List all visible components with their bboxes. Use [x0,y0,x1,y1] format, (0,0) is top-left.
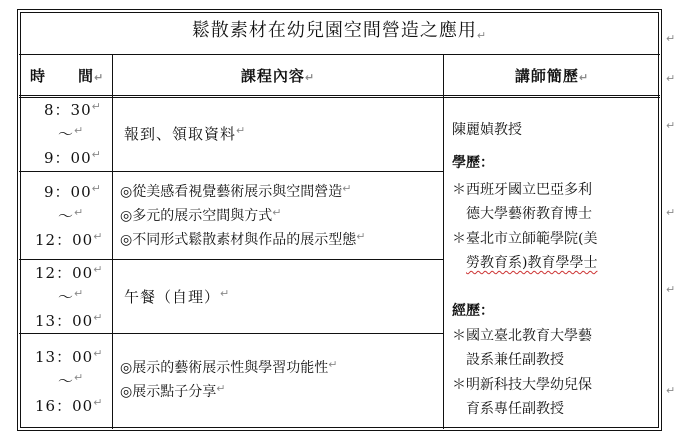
session-2-line-1: ◎從美感看視覺藝術展示與空間營造 ↵ [120,182,352,200]
session-1-end: 9：00 ↵ [44,148,102,167]
page-title: 鬆散素材在幼兒園空間營造之應用↵ [191,20,488,42]
session-1-line-1: 報到、領取資料 ↵ [124,124,246,143]
education-heading: 學歷： [452,155,494,171]
education-1-line-2: 德大學藝術教育博士 [466,206,592,222]
column-divider-1 [112,55,113,429]
session-4-start: 13：00 ↵ [35,347,104,366]
session-2-sep: ～ ↵ [58,206,85,225]
row-divider-3 [19,333,443,334]
session-1-start: 8：30 ↵ [44,100,102,119]
row-divider-2 [19,259,443,260]
session-2-line-2: ◎多元的展示空間與方式 ↵ [120,206,282,224]
experience-heading: 經歷： [452,303,494,319]
row-end-mark-2: ↵ [666,72,676,85]
session-4-end: 16：00 ↵ [35,396,104,415]
experience-1-line-1: ＊國立臺北教育大學藝 [452,328,592,344]
instructor-name: 陳麗媜教授 [452,122,522,138]
education-1-line-1: ＊西班牙國立巴亞多利 [452,182,592,198]
session-4-sep: ～ ↵ [58,371,85,390]
session-3-start: 12：00 ↵ [35,263,104,282]
row-end-mark-1: ↵ [666,32,676,45]
session-2-start: 9：00 ↵ [44,182,102,201]
session-1-sep: ～ ↵ [58,124,85,143]
column-divider-2 [443,55,444,429]
header-content: 課程內容↵ [240,67,316,85]
row-divider-1 [19,171,443,172]
session-2-end: 12：00 ↵ [35,230,104,249]
session-2-line-3: ◎不同形式鬆散素材與作品的展示型態 ↵ [120,230,366,248]
row-end-mark-6: ↵ [666,384,676,397]
session-3-sep: ～ ↵ [58,287,85,306]
experience-1-line-2: 設系兼任副教授 [466,352,564,368]
row-end-mark-3: ↵ [666,119,676,132]
education-2-line-2: 勞教育系)教育學學士 [466,255,598,271]
row-end-mark-4: ↵ [666,206,676,219]
session-3-end: 13：00 ↵ [35,311,104,330]
experience-2-line-1: ＊明新科技大學幼兒保 [452,377,592,393]
title-divider [19,54,660,55]
session-4-line-2: ◎展示點子分享 ↵ [120,382,226,400]
header-instructor: 講師簡歷↵ [514,67,590,85]
education-2-line-1: ＊臺北市立師範學院(美 [452,231,598,247]
header-divider [19,95,660,98]
session-3-line-1: 午餐（自理） ↵ [124,287,230,306]
experience-2-line-2: 育系專任副教授 [466,401,564,417]
row-end-mark-5: ↵ [666,283,676,296]
header-time: 時 間↵ [30,67,105,85]
session-4-line-1: ◎展示的藝術展示性與學習功能性 ↵ [120,358,338,376]
